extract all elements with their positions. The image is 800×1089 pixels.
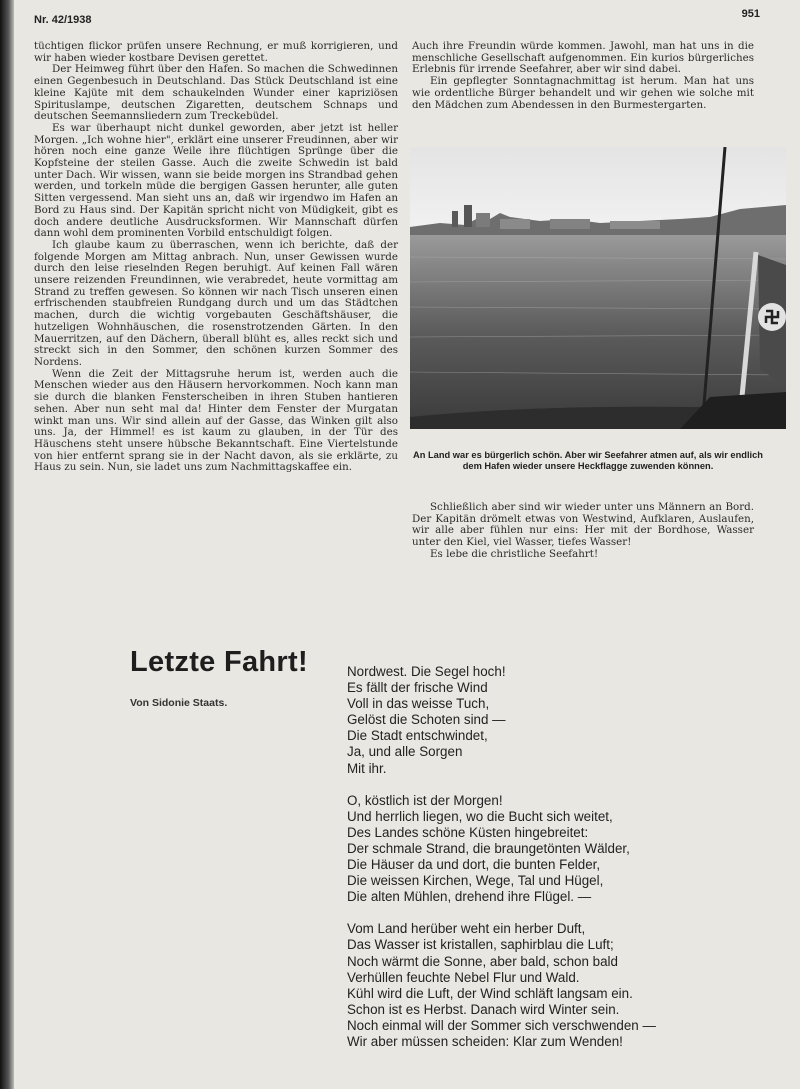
poem-line: Die Häuser da und dort, die bunten Felder, bbox=[347, 857, 601, 873]
poem-line: Gelöst die Schoten sind — bbox=[347, 712, 506, 728]
paragraph: Ein gepflegter Sonntagnachmittag ist herum. Man hat uns wie ordentliche Bürger behandelt und wir gehen wie solche mit den Mädchen zum Abendessen in den Burmestergarten. bbox=[412, 75, 754, 111]
poem-stanza bbox=[347, 921, 767, 1050]
paragraph: Ich glaube kaum zu überraschen, wenn ich berichte, daß der folgende Morgen am Mittag anbrach. Nun, unser Gewissen wurde durch den leise rieselnden Regen beruhigt. Auf keinen Fall wären unsere reizenden Freundinnen, wie verabredet, heute vormittag am Strand zu treffen gewesen. So können wir nach Tisch unseren einen erfrischenden staubfreien Rundgang durch und um das Städtchen machen, durch die wichtig vorgebauten Geschäftshäuser, die hutzeligen Wohnhäuschen, die rosenstrotzenden Gärten. In den Mauerritzen, auf den Dächern, überall blüht es, alles reckt sich und streckt sich in den Sommer, den schönen kurzen Sommer des Nordens. bbox=[34, 238, 398, 368]
poem-title: Letzte Fahrt! bbox=[130, 646, 308, 678]
poem-line: Die alten Mühlen, drehend ihre Flügel. — bbox=[347, 889, 592, 905]
paragraph: Der Heimweg führt über den Hafen. So machen die Schwedinnen einen Gegenbesuch in Deutschland. Das Stück Deutschland ist eine kleine Kajüte mit dem schaukelnden Wunder einer kapriziösen Spirituslampe, deutschen Zigaretten, deutschem Schnaps und deutschen Seemannsliedern zum Treckebüdel. bbox=[34, 63, 398, 123]
book-spine bbox=[0, 0, 14, 1089]
page-number: 951 bbox=[741, 8, 760, 20]
harbor-photo-image bbox=[410, 147, 786, 429]
poem-line: Ja, und alle Sorgen bbox=[347, 744, 463, 760]
poem-stanza bbox=[347, 664, 767, 777]
poem-line: Des Landes schöne Küsten hingebreitet: bbox=[347, 824, 589, 840]
poem-line: Die weissen Kirchen, Wege, Tal und Hügel, bbox=[347, 873, 604, 889]
article-right-column-top bbox=[412, 41, 754, 111]
poem-line: Nordwest. Die Segel hoch! bbox=[347, 664, 506, 679]
poem-line: Das Wasser ist kristallen, saphirblau die Luft; bbox=[347, 937, 614, 953]
poem-line: Vom Land herüber weht ein herber Duft, bbox=[347, 921, 586, 937]
poem-line: Die Stadt entschwindet, bbox=[347, 728, 488, 744]
poem-line: Noch einmal will der Sommer sich verschwenden — bbox=[347, 1017, 656, 1033]
poem-line: Noch wärmt die Sonne, aber bald, schon bald bbox=[347, 953, 618, 969]
poem-line: Wir aber müssen scheiden: Klar zum Wenden! bbox=[347, 1033, 623, 1049]
poem-line: Der schmale Strand, die braungetönten Wälder, bbox=[347, 840, 630, 856]
paragraph: Es war überhaupt nicht dunkel geworden, aber jetzt ist heller Morgen. „Ich wohne hier", erklärt eine unserer Freudinnen, aber wir hören noch eine ganze Weile ihre flüchtigen Sprünge über die Kopfsteine der steilen Gasse. Auch die zweite Schwedin ist bald unter Dach. Wir wissen, wann sie beide morgen ins Strandbad gehen werden, und torkeln müde die bergigen Gassen herunter, alle guten Sitten vergessend. Man sieht uns an, daß wir irgendwo im Hafen an Bord zu Haus sind. Der Kapitän spricht nicht von Müdigkeit, gibt es doch andere deutliche Ausdrucksformen. Wir Mannschaft dürfen dann wohl dem prominenten Vorbild entschuldigt folgen. bbox=[34, 121, 398, 240]
article-right-column-bottom bbox=[412, 502, 754, 561]
poem-line: Und herrlich liegen, wo die Bucht sich weitet, bbox=[347, 808, 613, 824]
issue-number: Nr. 42/1938 bbox=[34, 14, 92, 26]
harbor-photo bbox=[410, 147, 786, 429]
poem-line: O, köstlich ist der Morgen! bbox=[347, 792, 503, 808]
photo-caption: An Land war es bürgerlich schön. Aber wir Seefahrer atmen auf, als wir endlich dem Hafen wieder unsere Heckflagge zuwenden können. bbox=[413, 450, 763, 471]
poem-line: Verhüllen feuchte Nebel Flur und Wald. bbox=[347, 969, 580, 985]
poem-stanza bbox=[347, 793, 767, 906]
paragraph: tüchtigen flickor prüfen unsere Rechnung, er muß korrigieren, und wir haben wieder kostbare Devisen gerettet. bbox=[34, 40, 398, 64]
paragraph: Auch ihre Freundin würde kommen. Jawohl, man hat uns in die menschliche Gesellschaft aufgenommen. Ein kurios bürgerliches Erlebnis für irrende Seefahrer, aber wir sind dabei. bbox=[412, 40, 754, 76]
paragraph: Schließlich aber sind wir wieder unter uns Männern an Bord. Der Kapitän drömelt etwas von Westwind, Aufklaren, Auslaufen, wir alle aber fühlen nur eins: Her mit der Bordhose, Wasser unter den Kiel, viel Wasser, tiefes Wasser! bbox=[412, 501, 754, 549]
poem-line: Mit ihr. bbox=[347, 760, 387, 776]
poem bbox=[347, 664, 767, 1066]
paragraph: Es lebe die christliche Seefahrt! bbox=[430, 547, 599, 560]
poem-line: Kühl wird die Luft, der Wind schläft langsam ein. bbox=[347, 985, 633, 1001]
paragraph: Wenn die Zeit der Mittagsruhe herum ist, werden auch die Menschen wieder aus den Häusern hervorkommen. Noch kann man sie durch die blanken Fensterscheiben in ihren Stuben hantieren sehen. Aber nun seht mal da! Hinter dem Fenster der Murgatan winkt man uns. Wir sind allein auf der Gasse, das Winken gilt also uns. Ja, der Himmel! es ist kaum zu glauben, in der Tür des Häuschens steht unsere hübsche Bekanntschaft. Eine Viertelstunde von hier entfernt sprang sie in der Nacht davon, als sie erklärte, zu Haus zu sein. Nun, sie ladet uns zum Nachmittagskaffee ein. bbox=[34, 367, 398, 474]
poem-author: Von Sidonie Staats. bbox=[130, 697, 228, 709]
poem-line: Voll in das weisse Tuch, bbox=[347, 696, 490, 712]
poem-line: Schon ist es Herbst. Danach wird Winter sein. bbox=[347, 1001, 620, 1017]
poem-line: Es fällt der frische Wind bbox=[347, 680, 488, 696]
article-left-column bbox=[34, 41, 398, 474]
